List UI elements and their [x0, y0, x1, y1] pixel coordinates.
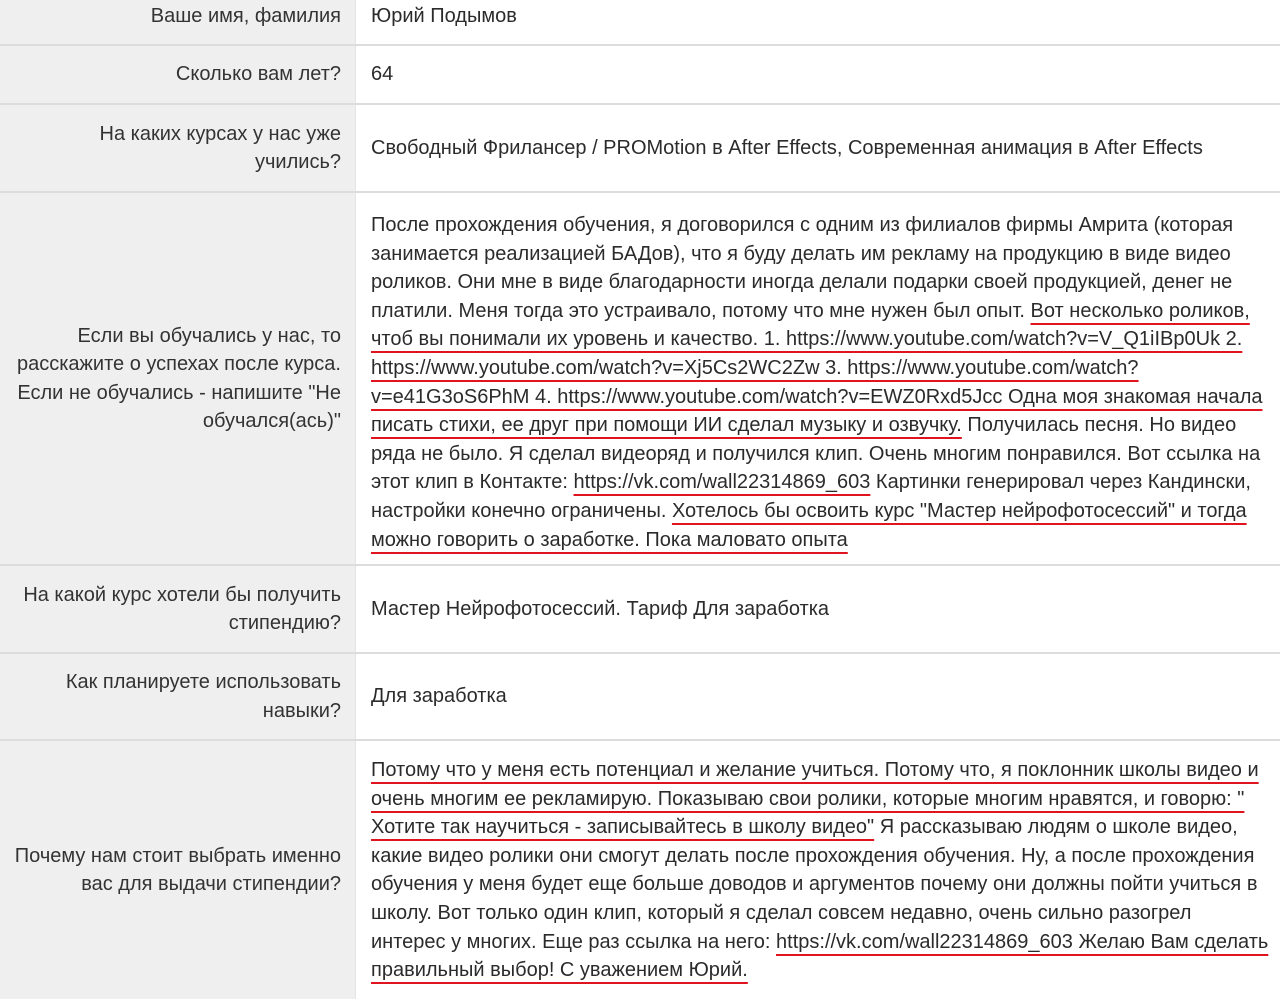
highlighted-text: https://vk.com/wall22314869_603 Желаю Вам сделать правильный выбор! С уважением Юрий.	[371, 930, 1269, 982]
field-value: Свободный Фрилансер / PROMotion в After Effects, Современная анимация в After Effects	[355, 105, 1280, 191]
field-value: 64	[355, 46, 1280, 103]
form-row-desired-course	[0, 566, 1280, 654]
field-value: Мастер Нейрофотосессий. Тариф Для заработка	[355, 566, 1280, 652]
field-value: Для заработка	[355, 654, 1280, 739]
form-row-previous-courses	[0, 105, 1280, 193]
field-value	[355, 741, 1280, 999]
field-label: На какой курс хотели бы получить стипендию?	[0, 566, 355, 652]
form-row-age	[0, 46, 1280, 105]
form-row-name	[0, 0, 1280, 46]
field-label: На каких курсах у нас уже учились?	[0, 105, 355, 191]
form-row-skill-usage	[0, 654, 1280, 741]
field-label: Если вы обучались у нас, то расскажите о успехах после курса. Если не обучались - напишите "Не обучался(ась)"	[0, 193, 355, 564]
field-label: Почему нам стоит выбрать именно вас для выдачи стипендии?	[0, 741, 355, 999]
field-label: Сколько вам лет?	[0, 46, 355, 103]
form-row-why-choose	[0, 741, 1280, 999]
highlighted-text: Потому что у меня есть потенциал и желание учиться. Потому что, я поклонник школы видео и очень многим ее рекламирую. Показываю свои ролики, которые многим нравятся, и говорю: " Хотите так научиться - записывайтесь в школу видео"	[371, 759, 1259, 839]
field-label: Как планируете использовать навыки?	[0, 654, 355, 739]
highlighted-text: Вот несколько роликов, чтоб вы понимали их уровень и качество. 1. https://www.youtube.com/watch?v=V_Q1iIBp0Uk 2. https://www.youtube.com/watch?v=Xj5Cs2WC2Zw 3. https://www.youtube.com/watch?v=e41G3oS6PhM 4. https://www.youtube.com/watch?v=EWZ0Rxd5Jcc Одна моя знакомая начала писать стихи, ее друг при помощи ИИ сделал музыку и озвучку.	[371, 299, 1263, 437]
field-label: Ваше имя, фамилия	[0, 0, 355, 44]
vk-link[interactable]: https://vk.com/wall22314869_603	[573, 471, 871, 494]
form-row-success-story	[0, 193, 1280, 566]
answer-text: Потому что у меня есть потенциал и желание учиться. Потому что, я поклонник школы видео и очень многим ее рекламирую. Показываю свои ролики, которые многим нравятся, и говорю: " Хотите так научиться - записывайтесь в школу видео" Я рассказываю людям о школе видео, какие видео ролики они смогут делать после прохождения обучения. Ну, а после прохождения обучения у меня будет еще больше доводов и аргументов почему они должны пойти учиться в школу. Вот только один клип, который я сделал совсем недавно, очень сильно разогрел интерес у многих. Еще раз ссылка на него: https://vk.com/wall22314869_603 Желаю Вам сделать правильный выбор! С уважением Юрий.	[371, 759, 1269, 982]
highlighted-text: Хотелось бы освоить курс "Мастер нейрофотосессий" и тогда можно говорить о заработке. Пока маловато опыта	[371, 499, 1247, 551]
answer-text: После прохождения обучения, я договорился с одним из филиалов фирмы Амрита (которая занимается реализацией БАДов), что я буду делать им рекламу на продукцию в виде видео роликов. Они мне в виде благодарности иногда делали подарки своей продукцией, денег не платили. Меня тогда это устраивало, потому что мне нужен был опыт. Вот несколько роликов, чтоб вы понимали их уровень и качество. 1. https://www.youtube.com/watch?v=V_Q1iIBp0Uk 2. https://www.youtube.com/watch?v=Xj5Cs2WC2Zw 3. https://www.youtube.com/watch?v=e41G3oS6PhM 4. https://www.youtube.com/watch?v=EWZ0Rxd5Jcc Одна моя знакомая начала писать стихи, ее друг при помощи ИИ сделал музыку и озвучку. Получилась песня. Но видео ряда не было. Я сделал видеоряд и получился клип. Очень многим понравился. Вот ссылка на этот клип в Контакте: https://vk.com/wall22314869_603 Картинки генерировал через Кандински, настройки конечно ограничены. Хотелось бы освоить курс "Мастер нейрофотосессий" и тогда можно говорить о заработке. Пока маловато опыта	[371, 214, 1263, 551]
field-value	[355, 193, 1280, 564]
field-value: Юрий Подымов	[355, 0, 1280, 44]
